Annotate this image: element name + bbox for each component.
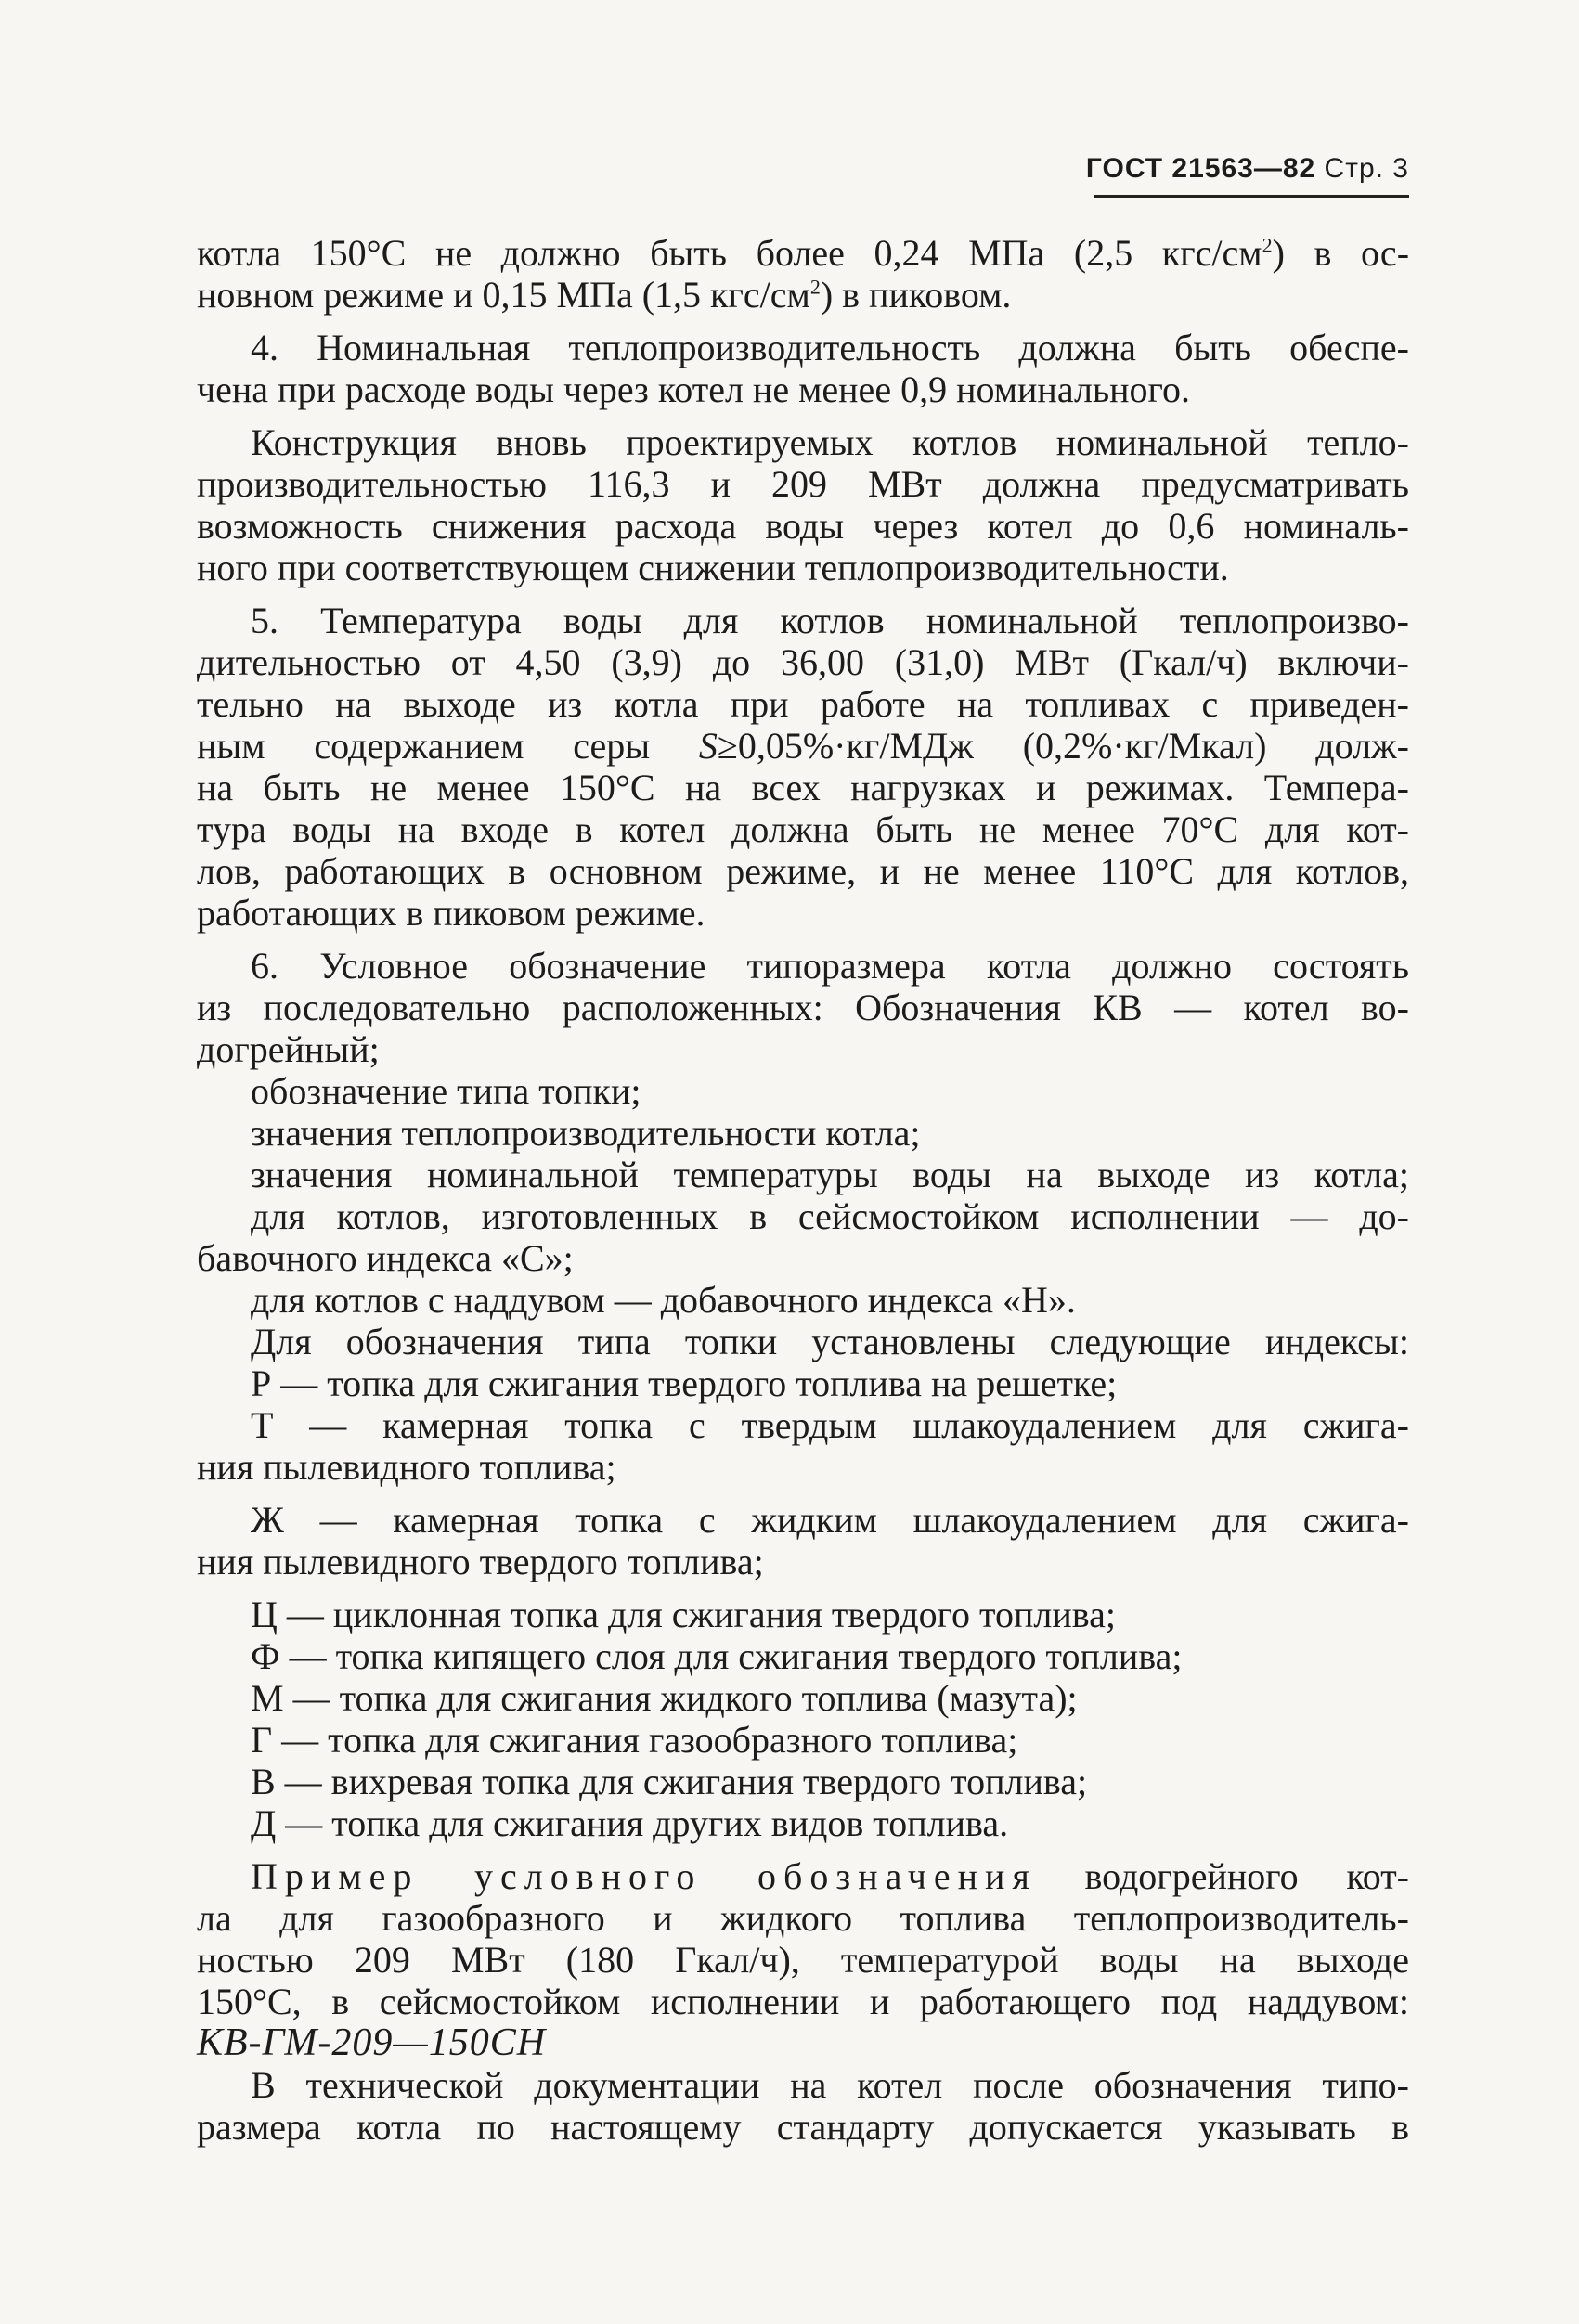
text-line: размера котла по настоящему стандарту допускается указывать в (197, 2106, 1409, 2148)
text-line: значения номинальной температуры воды на выходе из котла; (251, 1154, 1409, 1195)
text-line: значения теплопроизводительности котла; (251, 1112, 921, 1154)
text-line: ным содержанием серы S≥0,05%·кг/МДж (0,2%·кг/Мкал) долж- (197, 725, 1409, 767)
text-line: В — вихревая топка для сжигания твердого топлива; (251, 1761, 1088, 1802)
text-line: ния пылевидного твердого топлива; (197, 1541, 764, 1582)
text-line: Для обозначения типа топки установлены следующие индексы: (251, 1321, 1409, 1362)
text-line: Г — топка для сжигания газообразного топлива; (251, 1719, 1018, 1761)
text-line: возможность снижения расхода воды через котел до 0,6 номиналь- (197, 505, 1409, 547)
text-line: Ф — топка кипящего слоя для сжигания твердого топлива; (251, 1635, 1183, 1677)
text-line: Р — топка для сжигания твердого топлива на решетке; (251, 1362, 1118, 1404)
text-line: М — топка для сжигания жидкого топлива (мазута); (251, 1677, 1078, 1719)
text-line: бавочного индекса «С»; (197, 1237, 574, 1279)
text-line: 4. Номинальная теплопроизводительность должна быть обеспе- (251, 327, 1409, 368)
designation-example: КВ-ГМ-209—150СН (197, 2021, 547, 2064)
text-line: Ж — камерная топка с жидким шлакоудалением для сжига- (251, 1499, 1409, 1541)
text-line: тельно на выходе из котла при работе на топливах с приведен- (197, 683, 1409, 725)
text-line: догрейный; (197, 1028, 380, 1070)
text-line: Д — топка для сжигания других видов топлива. (251, 1802, 1009, 1844)
text-line: для котлов с наддувом — добавочного индекса «Н». (251, 1279, 1076, 1321)
text-line: для котлов, изготовленных в сейсмостойком исполнении — до- (251, 1195, 1409, 1237)
document-body (197, 232, 1409, 2148)
text-line: дительностью от 4,50 (3,9) до 36,00 (31,0) МВт (Гкал/ч) включи- (197, 641, 1409, 683)
text-line: на быть не менее 150°С на всех нагрузках и режимах. Темпера- (197, 767, 1409, 808)
header-rule (1094, 195, 1409, 198)
text-line: обозначение типа топки; (251, 1070, 641, 1112)
text-line: 6. Условное обозначение типоразмера котла должно состоять (251, 945, 1409, 987)
text-line: Ц — циклонная топка для сжигания твердого топлива; (251, 1594, 1116, 1635)
page-number: Стр. 3 (1324, 153, 1409, 184)
text-line: 5. Температура воды для котлов номинальной теплопроизво- (251, 600, 1409, 641)
text-line: Пример условного обозначения водогрейного кот- (251, 1855, 1409, 1897)
text-line: ла для газообразного и жидкого топлива теплопроизводитель- (197, 1897, 1409, 1939)
text-line: ния пылевидного топлива; (197, 1446, 616, 1488)
text-line: ного при соответствующем снижении теплопроизводительности. (197, 547, 1229, 588)
text-line: В технической документации на котел после обозначения типо- (251, 2064, 1409, 2106)
text-line: работающих в пиковом режиме. (197, 892, 705, 934)
text-line: производительностью 116,3 и 209 МВт должна предусматривать (197, 463, 1409, 505)
text-line: чена при расходе воды через котел не менее 0,9 номинального. (197, 368, 1190, 410)
page-header (1086, 153, 1409, 185)
text-line: новном режиме и 0,15 МПа (1,5 кгс/$см^2$) в пиковом. (197, 274, 1012, 316)
text-line: котла 150°С не должно быть более 0,24 МПа (2,5 кгс/$см^2$) в ос- (197, 232, 1410, 274)
text-line: Конструкция вновь проектируемых котлов номинальной тепло- (251, 421, 1409, 463)
text-line: тура воды на входе в котел должна быть не менее 70°С для кот- (197, 808, 1409, 850)
text-line: из последовательно расположенных: Обозначения КВ — котел во- (197, 987, 1409, 1028)
standard-number: ГОСТ 21563—82 (1085, 153, 1316, 184)
text-line: 150°С, в сейсмостойком исполнении и работающего под наддувом: (197, 1981, 1409, 2022)
text-line: Т — камерная топка с твердым шлакоудалением для сжига- (251, 1404, 1409, 1446)
text-line: ностью 209 МВт (180 Гкал/ч), температурой воды на выходе (197, 1939, 1409, 1981)
text-line: лов, работающих в основном режиме, и не менее 110°С для котлов, (197, 850, 1409, 892)
